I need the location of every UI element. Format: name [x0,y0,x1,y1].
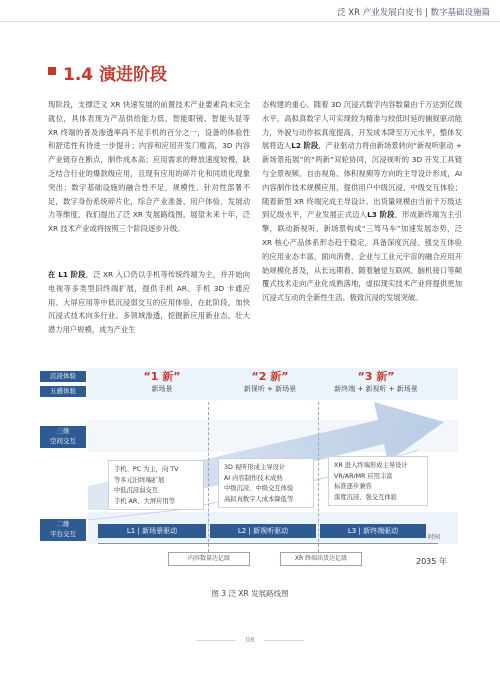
milestone-content: 内容数量达亿级 [168,552,250,566]
stage-2-feature: 中级沉浸、中级交互体验 [224,485,294,492]
l1-stage-lead: 在 L1 阶段 [48,270,86,279]
stage-2-feature: 3D 视听形成主导设计 [224,464,286,471]
page-header: 泛 XR 产业发展白皮书 | 数字基础设施篇 [337,8,490,18]
stage-1-subtitle: 新场景 [151,385,173,393]
page-number: 08 [245,636,255,644]
stage-2-feature: 高拟真数字人成本降低等 [224,495,294,503]
roadmap-diagram [40,362,458,582]
stage-2-subtitle: 新视听 + 新场景 [243,385,297,393]
stage-2-features [218,458,314,508]
time-axis [98,543,438,544]
right-paragraph-text-1: 态构建的重心。随着 3D 沉浸式数字内容数量由千万达到亿级水平，高拟真数字人可实现较为精准与较低时延的捕捉驱动能力，外貌与动作拟真度提高，开发成本降至万元水平，整体发展将迈入 [262,100,462,151]
stage-3-feature: 标准逐步兼容 [334,483,372,490]
row-label-2d-interaction: 二维 平台交互 [40,519,86,541]
stage-3-feature: VR/AR/MR 应用丰富 [334,472,393,480]
row-label-five-senses: 五感体验 [40,386,86,397]
milestone-terminal: XR 终端出货达亿级 [280,552,362,566]
stage-3-feature: 深度沉浸、强交互体验 [334,493,397,501]
header-divider [0,21,500,22]
stage-divider-2 [318,402,319,552]
stage-1-feature: 手机 AR、大屏应用等 [114,497,176,505]
stage-1-feature: 等多元旧终端扩展 [114,476,165,484]
left-paragraph-1-text: 现阶段，支撑泛义 XR 快速发展的前置技术产业要素尚未完全就位，具体表现为产品供给能力低，智能眼镜、智能头显等 XR 终端的普及渗透率尚不足手机的百分之一，设备的体验性和舒适性有待进一步提升；内容和应用开发门槛高，3D 内容产业链存在断点，制作成本高；应用需求的释放速度较慢，缺乏结合行业的爆款级应用，且现有应用的碎片化和同质化现象突出；数字基础设施的融合性不足，规模性、针对性部署不足，数字身份系统碎片化，综合产业准备、用户体验、发展动力等维度，我们提出了泛 XR 发展路线图，展望未来十年，泛 XR 技术产业或将按照三个阶段逐步升级。 [48,100,250,234]
stage-3-title: “3 新” [357,370,395,383]
stage-bar-l3: L3 | 新终端驱动 [320,524,426,538]
right-paragraph [262,98,462,305]
section-marker [48,67,56,75]
left-paragraph-2 [48,268,250,337]
stage-3-feature: XR 进入终端形成主导设计 [334,462,408,469]
stage-2-title: “2 新” [251,370,289,383]
section-title: 1.4 演进阶段 [63,65,168,85]
time-axis-label: 时间 [428,534,441,541]
row-label-immersive: 沉浸体验 [40,371,86,382]
stage-divider-1 [208,402,209,552]
left-paragraph-1 [48,98,250,236]
left-paragraph-2-text: ，泛 XR 入口仍以手机等传统终端为主，并开始向电视等多类型旧终端扩展，提供手机 AR、手机 3D 卡通应用、大屏应用等中低沉浸弱交互的应用体验，在此阶段，加快沉浸式技术向多行业、多领域渗透，挖掘新应用新业态，壮大潜力用户规模，成为产业生 [48,270,250,335]
end-year-label: 2035 年 [416,557,447,566]
stage-1-feature: 手机、PC 为主，向 TV [114,466,179,473]
stage-1-title: “1 新” [143,370,181,383]
figure-caption: 图 3 泛 XR 发展路线图 [211,589,289,598]
stage-bar-l2: L2 | 新视听驱动 [210,524,316,538]
stage-3-subtitle: 新终端 + 新视听 + 新场景 [334,385,418,393]
l3-stage-label: L3 阶段 [367,210,395,220]
l2-stage-label: L2 阶段 [291,141,319,151]
stage-3-features [328,456,428,506]
right-paragraph-text-3: ，形成新终端为主引擎，联动新视听、新场景构成“三驾马车”加速发展态势，泛 XR 核心产品体系形态趋于稳定，具备深度沉浸、强交互体验的应用业态丰富，面向消费、企业与工业元宇宙的融合应用开始规模化普及，从长远期看，随着触觉互联网、脑机接口等颠覆式技术走向产业化成熟落地，虚拟现实技术产业将提供更加沉浸式互动的全新性生活、极致沉浸的发展突破。 [262,210,462,303]
row-label-3d-interaction: 三维 空间交互 [40,426,86,448]
stage-2-feature: AI 内容制作技术成熟 [224,474,283,482]
right-paragraph-text-2: ，产业驱动力将由新场景转向“新视听驱动 + 新场景拓展”的“两新”双轮协同，沉浸视听的 3D 开发工具链与全景视频、自由视角、体积视频等方向的主导设计形成，AI 内容制作技术规模应用，提供用户中级沉浸、中级交互体验；随着新型 XR 终端完成主导设计、出货量规模由当前千万级达到亿级水平，产业发展正式迈入 [262,141,462,220]
stage-1-features [108,460,204,510]
stage-1-feature: 中低沉浸弱交互 [114,487,159,494]
stage-bar-l1: L1 | 新场景驱动 [98,524,206,538]
